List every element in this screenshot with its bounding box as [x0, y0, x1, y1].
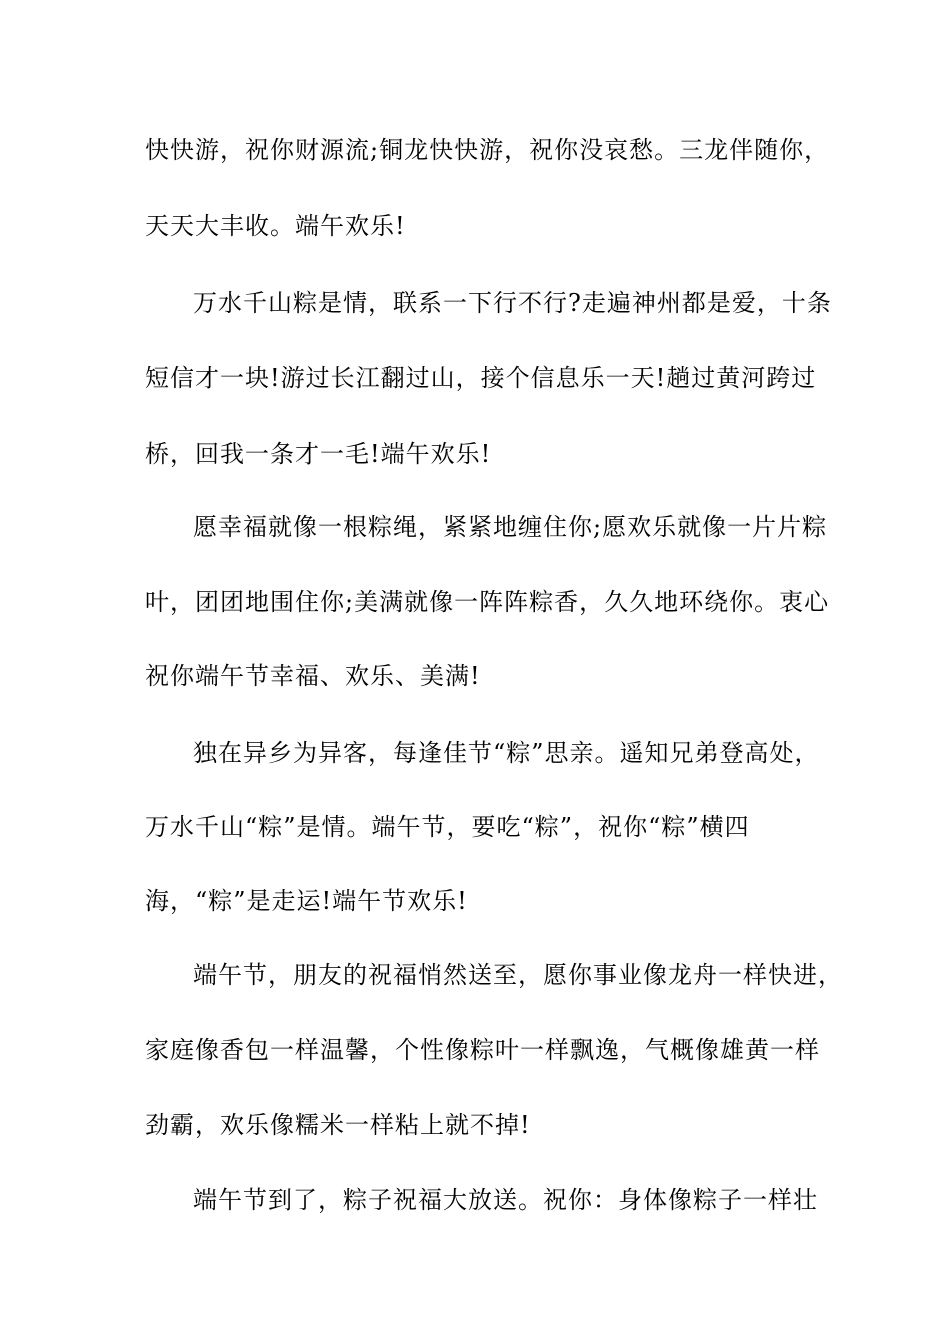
- paragraph-start-line-12: 端午节，朋友的祝福悄然送至，愿你事业像龙舟一样快进，: [193, 961, 843, 989]
- text-line-2: 天天大丰收。端午欢乐!: [145, 212, 406, 240]
- text-line-10: 万水千山“粽”是情。端午节，要吃“粽”，祝你“粽”横四: [145, 813, 750, 841]
- text-line-8: 祝你端午节幸福、欢乐、美满!: [145, 662, 481, 690]
- text-line-5: 桥，回我一条才一毛!端午欢乐!: [145, 440, 492, 468]
- text-line-13: 家庭像香包一样温馨，个性像粽叶一样飘逸，气概像雄黄一样: [145, 1036, 820, 1064]
- paragraph-start-line-9: 独在异乡为异客，每逢佳节“粽”思亲。遥知兄弟登高处，: [193, 739, 820, 767]
- text-line-7: 叶，团团地围住你;美满就像一阵阵粽香，久久地环绕你。衷心: [145, 588, 830, 616]
- text-line-1: 快快游，祝你财源流;铜龙快快游，祝你没哀愁。三龙伴随你，: [145, 136, 830, 164]
- paragraph-start-line-6: 愿幸福就像一根粽绳，紧紧地缠住你;愿欢乐就像一片片粽: [193, 513, 828, 541]
- paragraph-start-line-15: 端午节到了，粽子祝福大放送。祝你：身体像粽子一样壮: [193, 1186, 818, 1214]
- paragraph-start-line-3: 万水千山粽是情，联系一下行不行?走遍神州都是爱，十条: [193, 289, 832, 317]
- text-line-14: 劲霸，欢乐像糯米一样粘上就不掉!: [145, 1111, 531, 1139]
- text-line-11: 海，“粽”是走运!端午节欢乐!: [145, 887, 468, 915]
- text-line-4: 短信才一块!游过长江翻过山，接个信息乐一天!趟过黄河跨过: [145, 364, 817, 392]
